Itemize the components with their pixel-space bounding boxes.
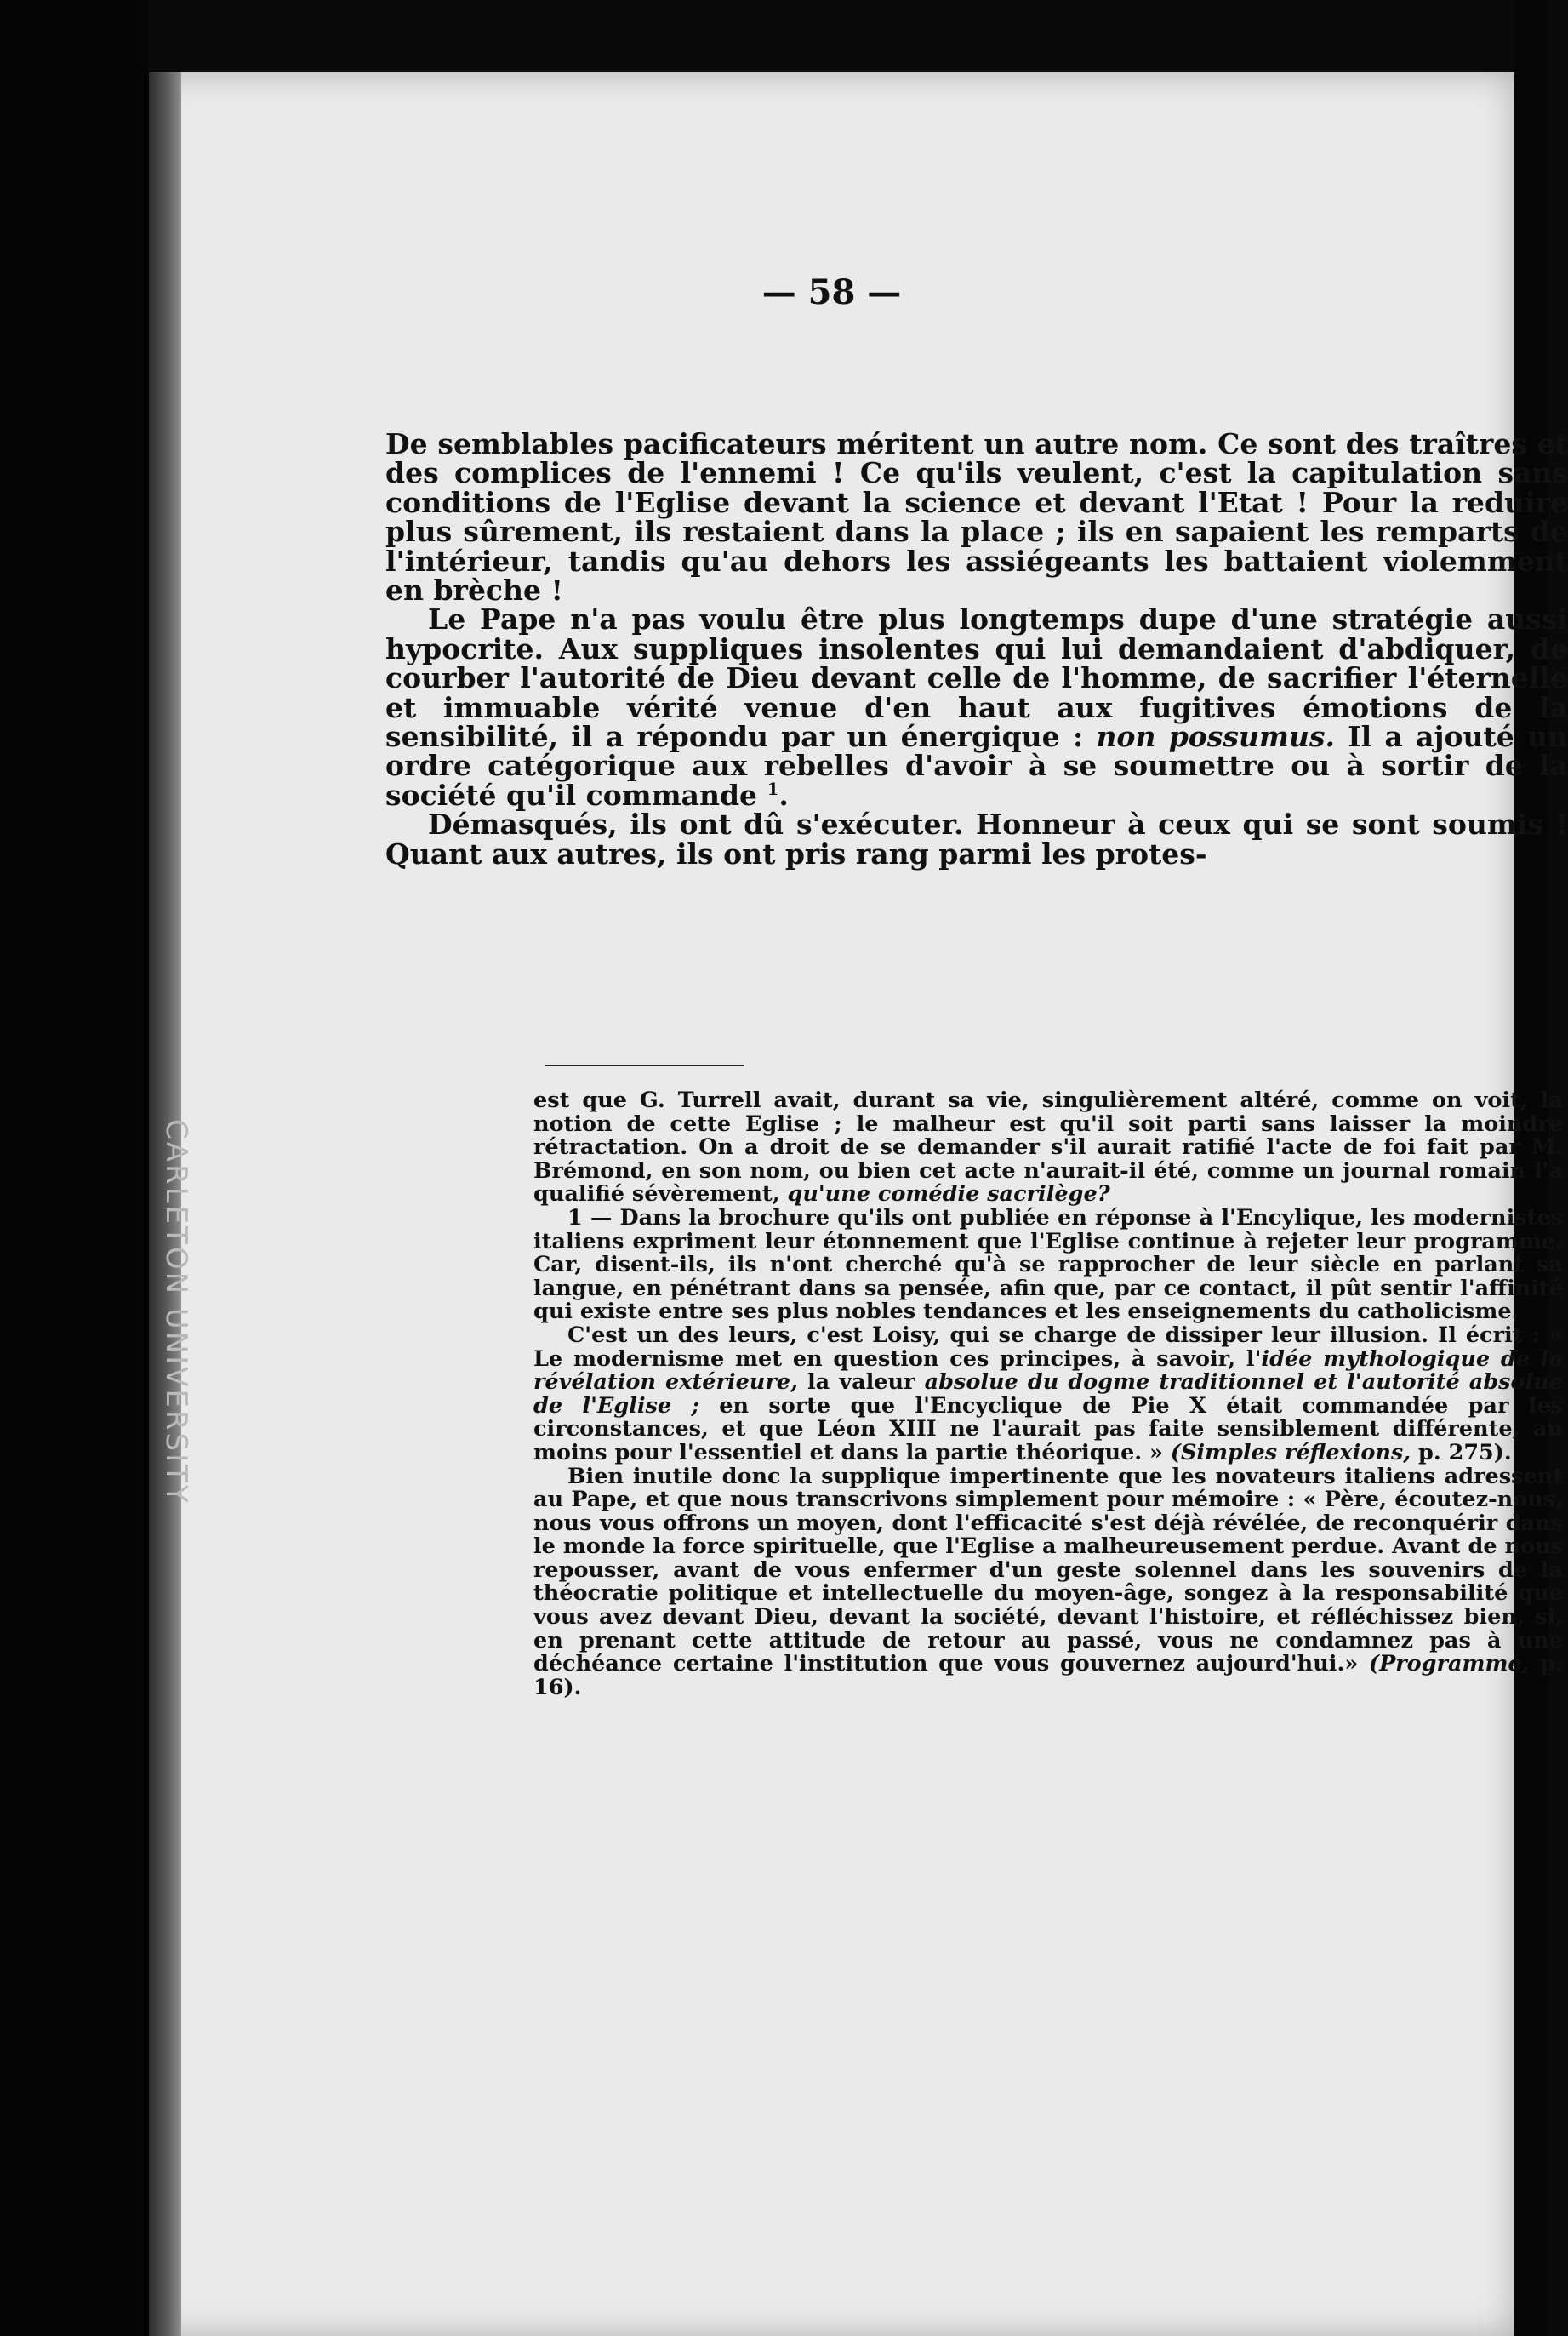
loisy-emphasis-2: absolue du dogme traditionnel et l'autorité absolue de l'Eglise ; xyxy=(533,1369,1563,1419)
footnote-1-supplique xyxy=(533,1465,1563,1700)
footnote-separator xyxy=(545,1065,744,1066)
book-page xyxy=(149,72,1568,2336)
main-text xyxy=(385,427,1568,871)
library-edge-stamp xyxy=(159,1119,193,1545)
page-number: — 58 — xyxy=(761,272,902,312)
loisy-citation: (Simples réflexions, xyxy=(1170,1439,1411,1465)
scan-border-left xyxy=(0,0,149,2336)
paragraph-1: De semblables pacificateurs méritent un autre nom. Ce sont des traîtres et des complices de l'ennemi ! Ce qu'ils veulent, c'est la capitulation sans conditions de l'Eglise devant la science et devant l'Etat ! Pour la reduire plus sûrement, ils restaient dans la place ; ils en sapaient les remparts de l'intérieur, tandis qu'au dehors les assiégeants les battaient violemment en brèche ! xyxy=(385,427,1568,608)
paragraph-2-end: Il a ajouté un ordre catégorique aux rebelles d'avoir à se soumettre ou à sortir de la société qu'il commande xyxy=(385,720,1568,812)
loisy-page: p. 275). xyxy=(1411,1439,1512,1465)
edge-stamp-text: CARLETON UNIVERSITY xyxy=(159,1119,193,1505)
footnote-ref: 1 xyxy=(767,778,779,799)
loisy-emphasis-1: idée mythologique de la révélation extérieure, xyxy=(533,1345,1564,1396)
loisy-text-b: la valeur xyxy=(797,1369,925,1396)
paragraph-2-emphasis: non possumus. xyxy=(1096,720,1335,754)
supplique-page: p. 16). xyxy=(533,1651,1563,1700)
footnote-1: 1 — Dans la brochure qu'ils ont publiée en réponse à l'Encylique, les modernistes italiens expriment leur étonnement que l'Eglise continue à rejeter leur programme. Car, disent-ils, ils n'ont cherché qu'à se rapprocher de leur siècle en parlant sa langue, en pénétrant dans sa pensée, afin que, par ce contact, il pût sentir l'affinité qui existe entre ses plus nobles tendances et les enseignements du catholicisme. xyxy=(533,1204,1563,1325)
footnote-1-loisy xyxy=(533,1324,1563,1465)
supplique-text: Bien inutile donc la supplique impertinente que les novateurs italiens adressent au Pape, et que nous transcrivons simplement pour mémoire : « Père, écoutez-nous, nous vous offrons un moyen, dont l'efficacité s'est déjà révélée, de reconquérir dans le monde la force spirituelle, que l'Eglise a malheureusement perdue. Avant de nous repousser, avant de vous enfermer d'un geste solennel dans les souvenirs de la théocratie politique et intellectuelle du moyen-âge, songez à la responsabilité que vous avez devant Dieu, devant la société, devant l'histoire, et réfléchissez bien, si, en prenant cette attitude de retour au passé, vous ne condamnez pas à une déchéance certaine l'institution que vous gouvernez aujourd'hui.» xyxy=(533,1463,1563,1677)
paragraph-3: Démasqués, ils ont dû s'exécuter. Honneur à ceux qui se sont soumis ! Quant aux autres, ils ont pris rang parmi les protes- xyxy=(385,808,1568,871)
loisy-text-a: C'est un des leurs, c'est Loisy, qui se charge de dissiper leur illusion. Il écrit : « Le modernisme met en question ces principes, à savoir, l' xyxy=(533,1322,1563,1372)
paragraph-2 xyxy=(385,605,1568,810)
paragraph-2-start: Le Pape n'a pas voulu être plus longtemps dupe d'une stratégie aussi hypocrite. Aux suppliques insolentes qui lui demandaient d'abdiquer, de courber l'autorité de Dieu devant celle de l'homme, de sacrifier l'éternelle et immuable vérité venue d'en haut aux fugitives émotions de la sensibilité, il a répondu par un énergique : xyxy=(385,603,1568,754)
footnote-continued-text: est que G. Turrell avait, durant sa vie, singulièrement altéré, comme on voit, la notion de cette Eglise ; le malheur est qu'il soit parti sans laisser la moindre rétractation. On a droit de se demander s'il aurait ratifié l'acte de foi fait par M. Brémond, en son nom, ou bien cet acte n'aurait-il été, comme un journal romain l'a qualifié sévèrement, xyxy=(533,1088,1563,1208)
loisy-text-c: en sorte que l'Encyclique de Pie X était commandée par les circonstances, et que Léon XIII ne l'aurait pas faite sensiblement différente, au moins pour l'essentiel et dans la partie théorique. » xyxy=(533,1392,1564,1465)
footnote-continued-emphasis: qu'une comédie sacrilège? xyxy=(787,1181,1110,1208)
footnote-continued xyxy=(533,1089,1563,1207)
footnotes xyxy=(533,1089,1563,1699)
supplique-citation: (Programme, xyxy=(1369,1651,1530,1677)
paragraph-2-tail: . xyxy=(778,778,789,812)
